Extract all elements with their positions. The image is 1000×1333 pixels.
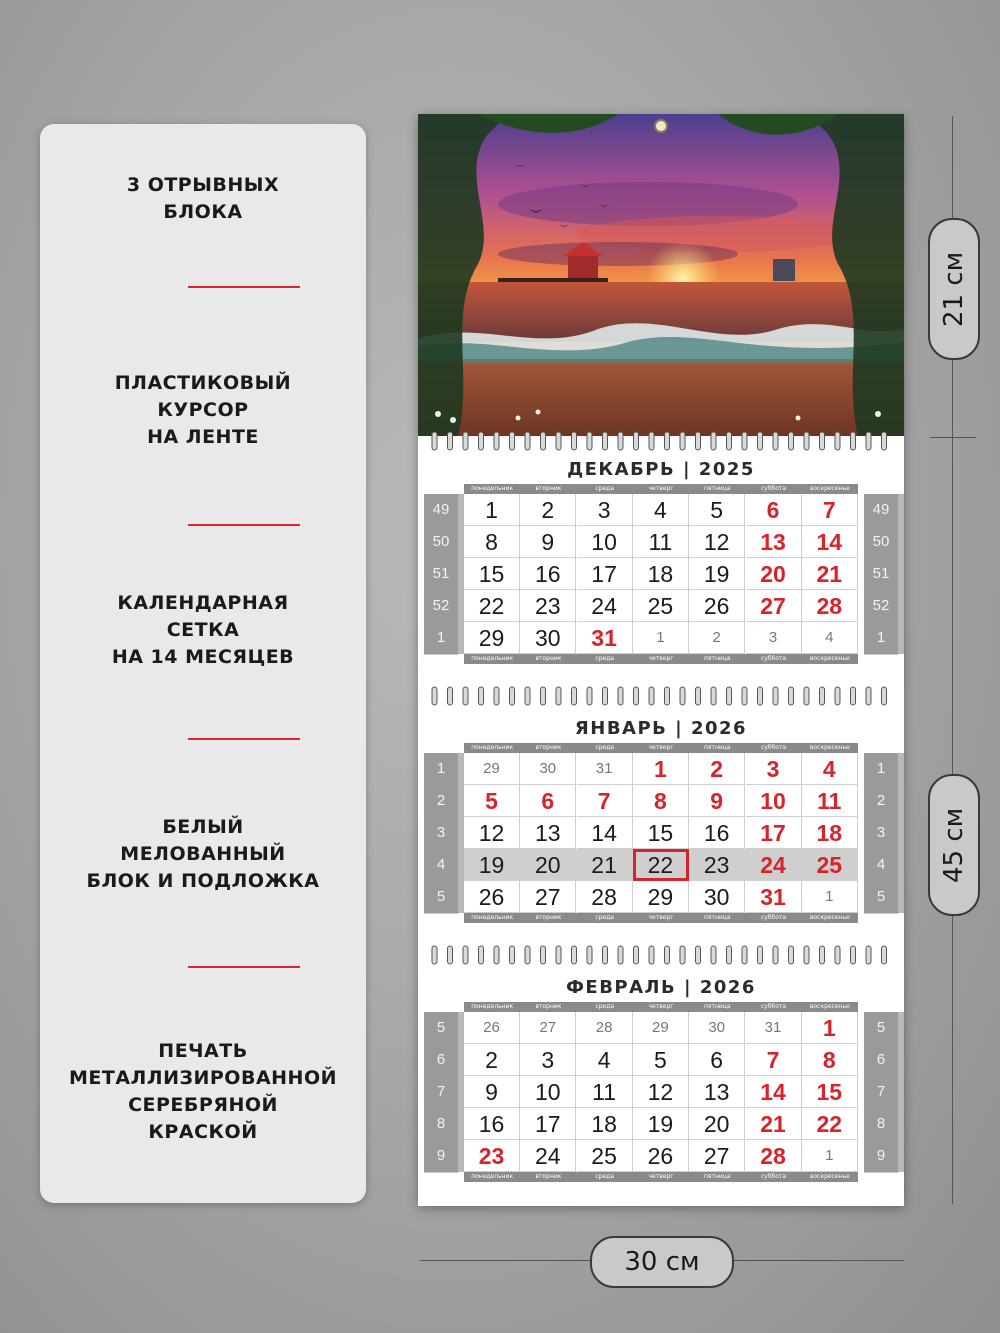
date-cell: 19 (633, 1108, 689, 1140)
week-number: 7 (864, 1076, 898, 1109)
day-name: четверг (648, 1173, 674, 1180)
date-cell: 14 (746, 1076, 802, 1108)
date-cell: 8 (802, 1044, 858, 1076)
date-cell: 23 (689, 849, 745, 881)
day-name: суббота (761, 655, 787, 662)
date-cell: 6 (689, 1044, 745, 1076)
week-number: 9 (424, 1140, 458, 1173)
date-cell: 2 (689, 622, 745, 654)
date-cell: 11 (633, 526, 689, 558)
day-name: пятница (703, 914, 731, 921)
day-name: суббота (761, 1003, 787, 1010)
date-cell: 7 (802, 494, 858, 526)
day-name: понедельник (471, 744, 514, 751)
date-cell: 28 (746, 1140, 802, 1172)
date-cell: 28 (577, 1012, 633, 1044)
date-cell: 21 (802, 558, 858, 590)
week-number: 50 (424, 526, 458, 559)
date-cell: 2 (520, 494, 576, 526)
month-block-february (418, 954, 904, 1206)
date-cell: 24 (577, 590, 633, 622)
date-cell: 25 (633, 590, 689, 622)
feature-separator (188, 524, 300, 526)
date-cell: 8 (633, 785, 689, 817)
date-cell: 13 (689, 1076, 745, 1108)
week-number: 1 (864, 753, 898, 786)
date-cell: 31 (577, 622, 633, 654)
day-name: среда (595, 655, 615, 662)
date-cell: 17 (520, 1108, 576, 1140)
date-cell: 29 (633, 1012, 689, 1044)
week-number: 1 (864, 622, 898, 655)
month-grid (418, 494, 904, 654)
date-cell: 18 (577, 1108, 633, 1140)
date-cell: 3 (746, 753, 802, 785)
hanger-hole (654, 119, 668, 133)
day-name: среда (595, 485, 615, 492)
day-name: понедельник (471, 485, 514, 492)
date-cell: 30 (520, 753, 576, 785)
day-name: четверг (648, 655, 674, 662)
feature-metallic-print: ПЕЧАТЬ МЕТАЛЛИЗИРОВАННОЙ СЕРЕБРЯНОЙ КРАСКОЙ (68, 1040, 338, 1143)
day-name: суббота (761, 744, 787, 751)
day-name: вторник (535, 1003, 562, 1010)
feature-separator (188, 966, 300, 968)
date-cell: 19 (464, 849, 520, 881)
day-name: воскресенье (809, 655, 850, 662)
date-cell: 6 (520, 785, 576, 817)
week-number: 4 (424, 849, 458, 882)
spiral-binding (418, 430, 904, 452)
month-title: ЯНВАРЬ | 2026 (574, 718, 748, 739)
feature-plastic-cursor: ПЛАСТИКОВЫЙ КУРСОР НА ЛЕНТЕ (114, 372, 292, 448)
day-name: воскресенье (809, 485, 850, 492)
date-cell: 30 (689, 1012, 745, 1044)
date-cell: 3 (577, 494, 633, 526)
week-number: 6 (424, 1044, 458, 1077)
day-name: воскресенье (809, 744, 850, 751)
date-cell: 12 (689, 526, 745, 558)
day-name: среда (595, 1003, 615, 1010)
month-title: ФЕВРАЛЬ | 2026 (566, 977, 756, 998)
day-name: пятница (703, 744, 731, 751)
date-cell: 10 (746, 785, 802, 817)
date-cell: 26 (633, 1140, 689, 1172)
date-cell: 21 (746, 1108, 802, 1140)
week-number: 51 (864, 558, 898, 591)
date-cell: 7 (746, 1044, 802, 1076)
date-cell: 12 (464, 817, 520, 849)
date-cell: 25 (577, 1140, 633, 1172)
date-cell: 24 (520, 1140, 576, 1172)
date-cell: 19 (689, 558, 745, 590)
week-number: 2 (424, 785, 458, 818)
date-cell: 15 (464, 558, 520, 590)
date-cell: 4 (577, 1044, 633, 1076)
day-name: вторник (535, 485, 562, 492)
week-number: 8 (864, 1108, 898, 1141)
day-names-top (464, 1002, 858, 1012)
feature-separator (188, 286, 300, 288)
dimension-tick (930, 437, 976, 438)
day-name: четверг (648, 744, 674, 751)
week-number: 6 (864, 1044, 898, 1077)
dimension-width: 30 см (590, 1236, 734, 1288)
day-name: среда (595, 1173, 615, 1180)
day-names-bottom (464, 1172, 858, 1182)
day-name: понедельник (471, 1003, 514, 1010)
date-cell: 28 (802, 590, 858, 622)
date-cell: 10 (520, 1076, 576, 1108)
date-cell: 30 (520, 622, 576, 654)
week-number: 5 (864, 881, 898, 914)
day-name: воскресенье (809, 1003, 850, 1010)
date-cell: 26 (689, 590, 745, 622)
month-grid (418, 753, 904, 913)
date-cell: 5 (689, 494, 745, 526)
week-number: 52 (864, 590, 898, 623)
date-cell: 5 (633, 1044, 689, 1076)
day-names-top (464, 743, 858, 753)
date-cell: 1 (802, 1140, 858, 1172)
week-number: 1 (424, 753, 458, 786)
date-cell: 23 (520, 590, 576, 622)
date-cell: 2 (464, 1044, 520, 1076)
day-name: пятница (703, 655, 731, 662)
date-cell: 30 (689, 881, 745, 913)
date-cell: 26 (464, 1012, 520, 1044)
date-cell: 16 (520, 558, 576, 590)
feature-coated-block: БЕЛЫЙ МЕЛОВАННЫЙ БЛОК И ПОДЛОЖКА (86, 816, 320, 892)
date-cell: 17 (577, 558, 633, 590)
date-cell: 14 (577, 817, 633, 849)
week-number: 3 (864, 817, 898, 850)
date-cell: 4 (633, 494, 689, 526)
date-cell: 1 (802, 881, 858, 913)
date-cell: 12 (633, 1076, 689, 1108)
month-block-january (418, 695, 904, 947)
date-cell: 4 (802, 622, 858, 654)
date-cell: 25 (802, 849, 858, 881)
week-number: 49 (864, 494, 898, 527)
date-cell: 9 (689, 785, 745, 817)
date-cell: 13 (520, 817, 576, 849)
week-number: 52 (424, 590, 458, 623)
feature-separator (188, 738, 300, 740)
week-number: 7 (424, 1076, 458, 1109)
date-cell: 22 (464, 590, 520, 622)
day-name: понедельник (471, 655, 514, 662)
spiral-binding (418, 685, 904, 707)
date-cell: 15 (633, 817, 689, 849)
week-number: 50 (864, 526, 898, 559)
date-cell: 21 (577, 849, 633, 881)
week-number: 3 (424, 817, 458, 850)
day-name: пятница (703, 485, 731, 492)
day-name: суббота (761, 1173, 787, 1180)
day-name: понедельник (471, 914, 514, 921)
date-cell: 24 (746, 849, 802, 881)
date-cell: 11 (802, 785, 858, 817)
day-name: четверг (648, 1003, 674, 1010)
date-cell: 8 (464, 526, 520, 558)
date-cell: 5 (464, 785, 520, 817)
date-cell: 31 (746, 881, 802, 913)
month-grid (418, 1012, 904, 1172)
day-names-bottom (464, 913, 858, 923)
day-name: воскресенье (809, 914, 850, 921)
date-cell: 17 (746, 817, 802, 849)
date-cell: 16 (689, 817, 745, 849)
date-cell: 20 (520, 849, 576, 881)
week-number: 9 (864, 1140, 898, 1173)
date-cell: 27 (746, 590, 802, 622)
date-cell: 20 (746, 558, 802, 590)
day-name: суббота (761, 914, 787, 921)
day-name: вторник (535, 744, 562, 751)
date-cell: 7 (577, 785, 633, 817)
date-cell: 6 (746, 494, 802, 526)
date-cell: 29 (633, 881, 689, 913)
spiral-binding (418, 944, 904, 966)
date-cell: 18 (802, 817, 858, 849)
day-name: вторник (535, 914, 562, 921)
date-cell: 10 (577, 526, 633, 558)
date-cell: 27 (520, 881, 576, 913)
day-names-bottom (464, 654, 858, 664)
day-name: вторник (535, 655, 562, 662)
sunset-beach-photo (418, 114, 904, 436)
day-name: вторник (535, 1173, 562, 1180)
date-cell: 31 (746, 1012, 802, 1044)
date-cell: 31 (577, 753, 633, 785)
date-cell: 26 (464, 881, 520, 913)
date-cell: 13 (746, 526, 802, 558)
date-cell: 22 (802, 1108, 858, 1140)
date-cell: 28 (577, 881, 633, 913)
month-block-december (418, 436, 904, 688)
date-cell: 1 (464, 494, 520, 526)
dimension-top-height: 21 см (928, 218, 980, 360)
day-name: четверг (648, 485, 674, 492)
date-cell: 9 (520, 526, 576, 558)
date-cell: 1 (633, 753, 689, 785)
day-name: суббота (761, 485, 787, 492)
dimension-total-height: 45 см (928, 774, 980, 916)
feature-calendar-grid: КАЛЕНДАРНАЯ СЕТКА НА 14 МЕСЯЦЕВ (111, 592, 295, 668)
date-cell: 4 (802, 753, 858, 785)
month-title: ДЕКАБРЬ | 2025 (567, 459, 755, 480)
wall-calendar (418, 114, 904, 1205)
week-number: 2 (864, 785, 898, 818)
date-cell: 29 (464, 753, 520, 785)
day-name: понедельник (471, 1173, 514, 1180)
date-cell: 1 (802, 1012, 858, 1044)
day-name: четверг (648, 914, 674, 921)
date-cell: 1 (633, 622, 689, 654)
day-name: среда (595, 744, 615, 751)
week-number: 4 (864, 849, 898, 882)
date-cell: 14 (802, 526, 858, 558)
date-cell: 27 (689, 1140, 745, 1172)
date-cell: 3 (520, 1044, 576, 1076)
date-cell: 23 (464, 1140, 520, 1172)
today-date-cell: 22 (633, 849, 689, 881)
date-cell: 15 (802, 1076, 858, 1108)
feature-tear-off-blocks: 3 ОТРЫВНЫХ БЛОКА (126, 174, 280, 223)
day-name: пятница (703, 1173, 731, 1180)
date-cell: 20 (689, 1108, 745, 1140)
date-cell: 18 (633, 558, 689, 590)
date-cell: 27 (520, 1012, 576, 1044)
date-cell: 9 (464, 1076, 520, 1108)
day-name: среда (595, 914, 615, 921)
date-cell: 11 (577, 1076, 633, 1108)
week-number: 8 (424, 1108, 458, 1141)
date-cell: 16 (464, 1108, 520, 1140)
day-name: пятница (703, 1003, 731, 1010)
week-number: 49 (424, 494, 458, 527)
date-cell: 2 (689, 753, 745, 785)
features-panel (40, 124, 366, 1203)
day-names-top (464, 484, 858, 494)
week-number: 5 (864, 1012, 898, 1045)
week-number: 1 (424, 622, 458, 655)
week-number: 5 (424, 1012, 458, 1045)
week-number: 5 (424, 881, 458, 914)
week-number: 51 (424, 558, 458, 591)
date-cell: 3 (746, 622, 802, 654)
day-name: воскресенье (809, 1173, 850, 1180)
date-cell: 29 (464, 622, 520, 654)
